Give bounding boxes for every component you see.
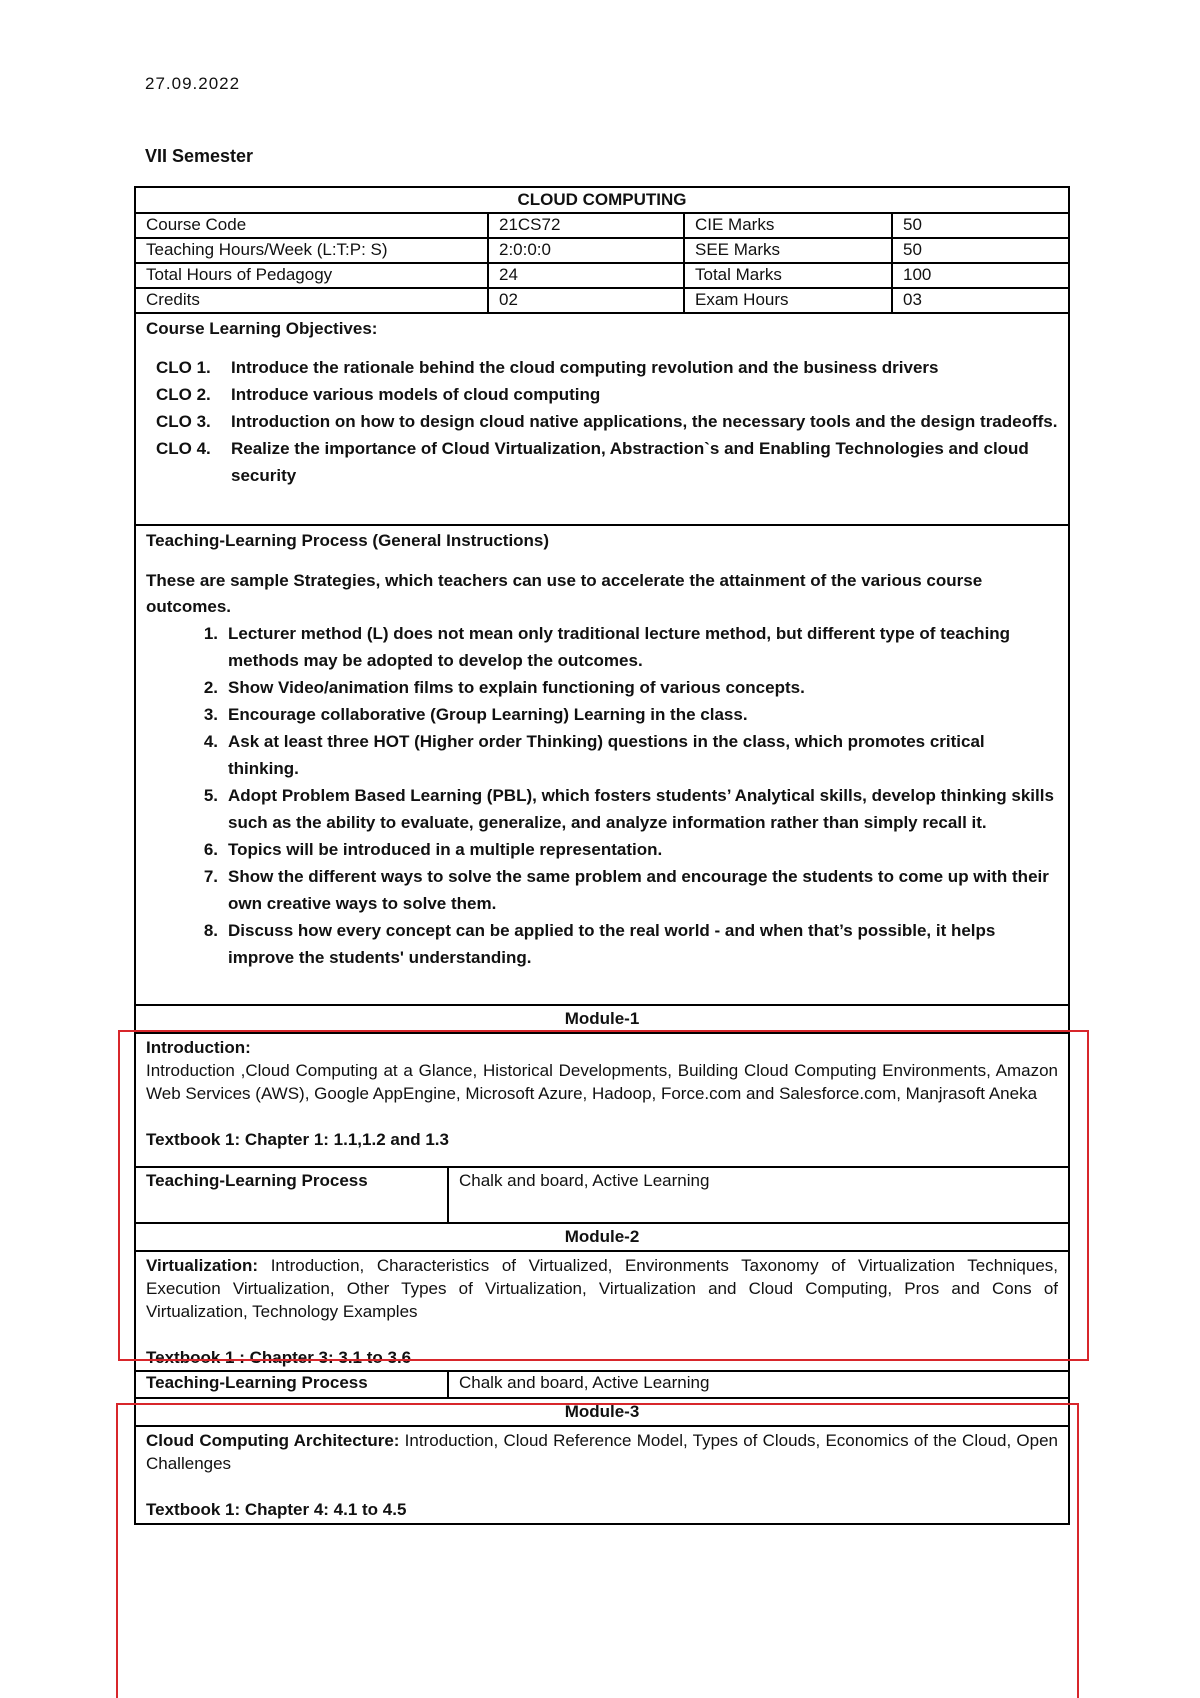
info-label: Exam Hours	[685, 289, 893, 312]
annotation-box[interactable]	[116, 1403, 1079, 1698]
clo-heading: Course Learning Objectives:	[146, 319, 378, 338]
module-title: Module-3	[564, 1402, 640, 1421]
module-body: Introduction, Cloud Reference Model, Types of Clouds, Economics of the Cloud, Open Challenges	[146, 1431, 1058, 1473]
tlp-section	[136, 526, 1068, 1006]
tlp-label: Teaching-Learning Process	[136, 1168, 449, 1222]
info-label: Total Marks	[685, 264, 893, 287]
clo-item	[146, 408, 1058, 435]
module-textbook: Textbook 1 : Chapter 3: 3.1 to 3.6	[146, 1348, 412, 1367]
info-value: 02	[489, 289, 685, 312]
clo-tag: CLO 1.	[156, 358, 211, 377]
semester-heading: VII Semester	[145, 146, 254, 166]
strategy-number: 8.	[203, 921, 218, 940]
strategy-number: 5.	[203, 786, 218, 805]
strategy-item	[146, 863, 1058, 917]
tlp-value: Chalk and board, Active Learning	[459, 1171, 710, 1190]
course-title-row	[136, 188, 1068, 214]
course-info-row	[136, 239, 1068, 264]
info-value: 2:0:0:0	[489, 239, 685, 262]
strategy-text: Adopt Problem Based Learning (PBL), which fosters students’ Analytical skills, develop thinking skills such as the ability to evaluate, generalize, and analyze information rather than simply recall it.	[228, 786, 1054, 832]
strategy-item	[146, 620, 1058, 674]
info-label: SEE Marks	[685, 239, 893, 262]
strategy-text: Lecturer method (L) does not mean only traditional lecture method, but different type of teaching methods may be adopted to develop the outcomes.	[228, 624, 1011, 670]
course-title: CLOUD COMPUTING	[517, 190, 687, 209]
clo-item	[146, 354, 1058, 381]
module-lead: Virtualization:	[146, 1256, 259, 1275]
module-lead: Cloud Computing Architecture:	[146, 1431, 400, 1450]
strategy-text: Show Video/animation films to explain functioning of various concepts.	[228, 678, 805, 697]
module-2-tlp-row	[136, 1372, 1068, 1399]
clo-list	[146, 354, 1058, 489]
strategy-text: Topics will be introduced in a multiple representation.	[228, 840, 663, 859]
clo-tag: CLO 2.	[156, 385, 211, 404]
module-textbook: Textbook 1: Chapter 4: 4.1 to 4.5	[146, 1500, 407, 1519]
info-value: 24	[489, 264, 685, 287]
strategy-number: 6.	[203, 840, 218, 859]
info-value: 50	[903, 240, 922, 259]
strategy-number: 7.	[203, 867, 218, 886]
info-label: CIE Marks	[685, 214, 893, 237]
info-value: 100	[903, 265, 932, 284]
tlp-label: Teaching-Learning Process	[136, 1372, 449, 1397]
strategy-item	[146, 836, 1058, 863]
strategy-item	[146, 728, 1058, 782]
info-value: 21CS72	[489, 214, 685, 237]
clo-item	[146, 435, 1058, 489]
strategy-number: 3.	[203, 705, 218, 724]
clo-item	[146, 381, 1058, 408]
clo-text: Realize the importance of Cloud Virtualization, Abstraction`s and Enabling Technologies and cloud security	[231, 439, 1029, 485]
info-label: Credits	[136, 289, 489, 312]
annotation-box[interactable]	[118, 1030, 1089, 1361]
info-value: 50	[903, 215, 922, 234]
strategy-text: Show the different ways to solve the same problem and encourage the students to come up with their own creative ways to solve them.	[228, 867, 1049, 913]
strategy-list	[146, 620, 1058, 971]
strategy-text: Ask at least three HOT (Higher order Thinking) questions in the class, which promotes critical thinking.	[228, 732, 985, 778]
tlp-heading: Teaching-Learning Process (General Instructions)	[146, 531, 550, 550]
strategy-item	[146, 674, 1058, 701]
clo-text: Introduction on how to design cloud native applications, the necessary tools and the design tradeoffs.	[231, 412, 1058, 431]
strategy-number: 2.	[203, 678, 218, 697]
info-label: Course Code	[136, 214, 489, 237]
document-date: 27.09.2022	[145, 74, 241, 93]
info-label: Teaching Hours/Week (L:T:P: S)	[136, 239, 489, 262]
module-title: Module-2	[564, 1227, 640, 1246]
course-info-row	[136, 264, 1068, 289]
textbook-ref: Textbook 1: Chapter 1: 1.1,1.2 and 1.3	[146, 1130, 449, 1149]
module-body: Introduction ,Cloud Computing at a Glance, Historical Developments, Building Cloud Computing Environments, Amazon Web Services (AWS), Google AppEngine, Microsoft Azure, Hadoop, Force.com and Salesforce.com, Manjrasoft Aneka	[146, 1061, 1058, 1103]
clo-text: Introduce various models of cloud computing	[231, 385, 601, 404]
tlp-intro: These are sample Strategies, which teachers can use to accelerate the attainment of the various course outcomes.	[146, 571, 983, 616]
strategy-number: 4.	[203, 732, 218, 751]
strategy-number: 1.	[203, 624, 218, 643]
course-info-row	[136, 289, 1068, 314]
course-info-row	[136, 214, 1068, 239]
clo-tag: CLO 3.	[156, 412, 211, 431]
info-label: Total Hours of Pedagogy	[136, 264, 489, 287]
clo-section	[136, 314, 1068, 526]
module-title: Module-1	[564, 1009, 640, 1028]
strategy-item	[146, 917, 1058, 971]
strategy-item	[146, 782, 1058, 836]
info-value: 03	[903, 290, 922, 309]
clo-tag: CLO 4.	[156, 439, 211, 458]
module-lead: Introduction:	[146, 1038, 251, 1057]
module-body: Introduction, Characteristics of Virtualized, Environments Taxonomy of Virtualization Techniques, Execution Virtualization, Other Types of Virtualization, Virtualization and Cloud Computing, Pros and Cons of Virtualization, Technology Examples	[146, 1256, 1058, 1321]
tlp-value: Chalk and board, Active Learning	[459, 1373, 710, 1392]
strategy-text: Discuss how every concept can be applied to the real world - and when that’s possible, it helps improve the students' understanding.	[228, 921, 996, 967]
strategy-text: Encourage collaborative (Group Learning) Learning in the class.	[228, 705, 748, 724]
clo-text: Introduce the rationale behind the cloud computing revolution and the business drivers	[231, 358, 939, 377]
strategy-item	[146, 701, 1058, 728]
